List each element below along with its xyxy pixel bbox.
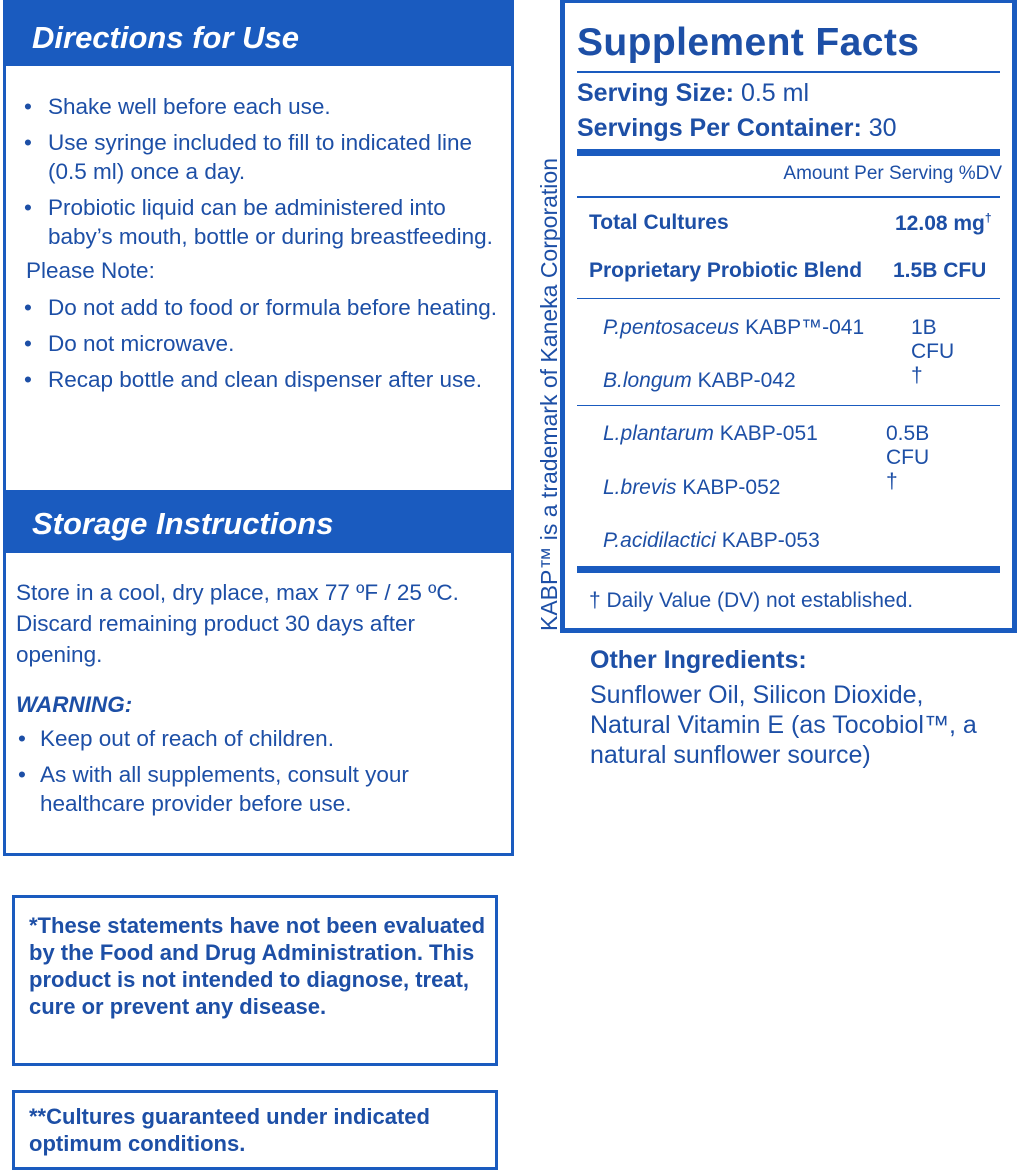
other-ingredients-title: Other Ingredients:	[590, 646, 807, 674]
strain-species: L.brevis	[603, 476, 677, 499]
strain-value: 1B CFU †	[911, 316, 955, 387]
please-note-label: Please Note:	[26, 258, 155, 283]
strain-value: 0.5B CFU †	[886, 422, 930, 493]
servings-value: 30	[868, 114, 897, 142]
amount-header: Amount Per Serving %DV	[783, 163, 1002, 184]
strain-row	[603, 476, 780, 500]
note-list	[6, 293, 511, 394]
directions-panel	[3, 0, 514, 493]
strain-code: KABP-051	[719, 422, 818, 445]
list-item: • Keep out of reach of children.	[6, 724, 511, 753]
dagger-mark: †	[984, 211, 992, 225]
strain-species: B.longum	[603, 369, 692, 392]
serving-size-label: Serving Size:	[577, 79, 734, 107]
list-item: • Recap bottle and clean dispenser after use.	[6, 365, 511, 394]
supplement-facts-panel	[560, 0, 1017, 633]
list-item: • Do not microwave.	[6, 329, 511, 358]
warning-list	[6, 724, 511, 818]
total-cultures-row	[589, 211, 994, 235]
strain-code: KABP-053	[721, 529, 820, 552]
blend-row	[589, 259, 994, 283]
trademark-notice: KABP™ is a trademark of Kaneka Corporation	[536, 157, 562, 631]
total-cultures-label: Total Cultures	[589, 211, 729, 234]
servings-label: Servings Per Container:	[577, 114, 862, 142]
divider	[577, 71, 1000, 73]
divider	[577, 196, 1000, 198]
directions-list	[6, 92, 511, 251]
storage-text: Store in a cool, dry place, max 77 ºF / 25 ºC. Discard remaining product 30 days after opening.	[16, 580, 459, 667]
divider	[577, 405, 1000, 406]
list-item: • Shake well before each use.	[6, 92, 511, 121]
blend-label: Proprietary Probiotic Blend	[589, 259, 863, 282]
strain-row	[603, 369, 796, 393]
list-item: • Probiotic liquid can be administered into baby’s mouth, bottle or during breastfeeding.	[6, 193, 511, 251]
list-item: • Do not add to food or formula before heating.	[6, 293, 511, 322]
blend-value: 1.5B CFU	[893, 259, 987, 282]
strain-species: P.acidilactici	[603, 529, 716, 552]
directions-title: Directions for Use	[6, 0, 511, 66]
other-ingredients-text: Sunflower Oil, Silicon Dioxide, Natural Vitamin E (as Tocobiol™, a natural sunflower source)	[590, 681, 977, 769]
strain-code: KABP™-041	[745, 316, 865, 339]
strain-row	[603, 529, 820, 553]
serving-size-value: 0.5 ml	[740, 79, 810, 107]
list-item: • As with all supplements, consult your healthcare provider before use.	[6, 760, 511, 818]
strain-species: P.pentosaceus	[603, 316, 740, 339]
strain-code: KABP-042	[697, 369, 796, 392]
total-cultures-value: 12.08 mg	[895, 212, 985, 235]
storage-title: Storage Instructions	[6, 495, 511, 553]
facts-title: Supplement Facts	[577, 21, 920, 64]
strain-species: L.plantarum	[603, 422, 714, 445]
dv-note: † Daily Value (DV) not established.	[589, 589, 914, 612]
fda-disclaimer: *These statements have not been evaluated by the Food and Drug Administration. This product is not intended to diagnose, treat, cure or prevent any disease.	[12, 895, 498, 1066]
cultures-disclaimer: **Cultures guaranteed under indicated optimum conditions.	[12, 1090, 498, 1170]
servings-per-container	[577, 114, 897, 143]
thick-divider	[577, 566, 1000, 573]
thick-divider	[577, 149, 1000, 156]
storage-panel	[3, 492, 514, 856]
strain-code: KABP-052	[682, 476, 781, 499]
divider	[577, 298, 1000, 299]
warning-label: WARNING:	[16, 692, 133, 717]
list-item: • Use syringe included to fill to indicated line (0.5 ml) once a day.	[6, 128, 511, 186]
serving-size	[577, 79, 809, 108]
total-cultures-value-wrap	[895, 211, 992, 236]
